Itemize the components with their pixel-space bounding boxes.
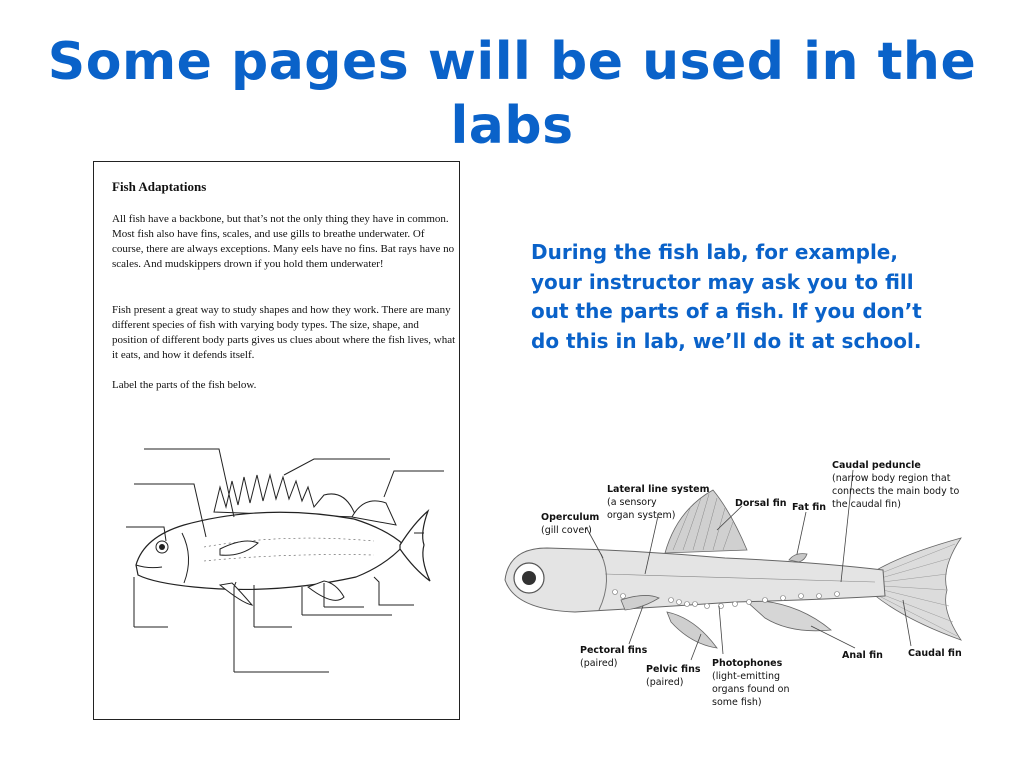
label-caudal-fin: Caudal fin: [908, 648, 962, 659]
label-operculum-desc: (gill cover): [541, 525, 592, 536]
label-lateral-line-desc-1: (a sensory: [607, 497, 657, 508]
worksheet-heading: Fish Adaptations: [112, 179, 207, 194]
fat-fin: [789, 554, 807, 562]
label-caudal-peduncle-desc-3: the caudal fin): [832, 499, 901, 510]
worksheet-paragraph-1: All fish have a backbone, but that’s not the only thing they have in common. Most fish also have fins, scales, and use gills to breathe underwater. Of course, there are always exceptions. Many eels have no fins. Bat rays have no scales. And mudskippers drown if you hold them underwater!: [112, 213, 455, 270]
label-photophores-desc-1: (light-emitting: [712, 671, 781, 682]
label-lateral-line: Lateral line system: [607, 484, 710, 495]
label-pelvic-fins-desc: (paired): [646, 677, 684, 688]
label-caudal-peduncle: Caudal peduncle: [832, 460, 921, 471]
slide-title: Some pages will be used in the labs: [47, 32, 977, 156]
pelvic-fin: [667, 612, 717, 648]
label-pelvic-fins: Pelvic fins: [646, 664, 701, 675]
label-caudal-peduncle-desc-2: connects the main body to: [832, 486, 960, 497]
label-pectoral-fins-desc: (paired): [580, 658, 618, 669]
ws-fish-body: [136, 512, 404, 589]
worksheet-paragraph-3: Label the parts of the fish below.: [112, 379, 257, 391]
fish-anatomy-diagram: [495, 450, 975, 718]
label-caudal-peduncle-desc-1: (narrow body region that: [832, 473, 951, 484]
slide-caption: During the fish lab, for example, your instructor may ask you to fill out the parts of a fish. If you don’t do this in lab, we’ll do it at school.: [531, 240, 922, 353]
label-anal-fin: Anal fin: [842, 650, 883, 661]
label-photophores: Photophones: [712, 658, 783, 669]
worksheet-paragraph-2: Fish present a great way to study shapes and how they work. There are many different species of fish with varying body types. The size, shape, and position of different body parts gives us clues about where the fish lives, what it eats, and how it defends itself.: [112, 304, 456, 361]
label-photophores-desc-3: some fish): [712, 697, 762, 708]
label-operculum: Operculum: [541, 512, 600, 523]
label-fat-fin: Fat fin: [792, 502, 826, 513]
label-photophores-desc-2: organs found on: [712, 684, 790, 695]
anal-fin: [745, 600, 831, 631]
label-dorsal-fin: Dorsal fin: [735, 498, 787, 509]
worksheet-page: [93, 161, 460, 720]
label-lateral-line-desc-2: organ system): [607, 510, 676, 521]
worksheet-fish-illustration: [124, 437, 454, 677]
caudal-fin: [873, 538, 961, 640]
fish-eye-pupil: [522, 571, 536, 585]
label-pectoral-fins: Pectoral fins: [580, 645, 648, 656]
ws-eye-pupil: [159, 544, 165, 550]
ws-fish-tail: [400, 511, 430, 581]
ws-spiny-dorsal-fin: [214, 475, 356, 517]
